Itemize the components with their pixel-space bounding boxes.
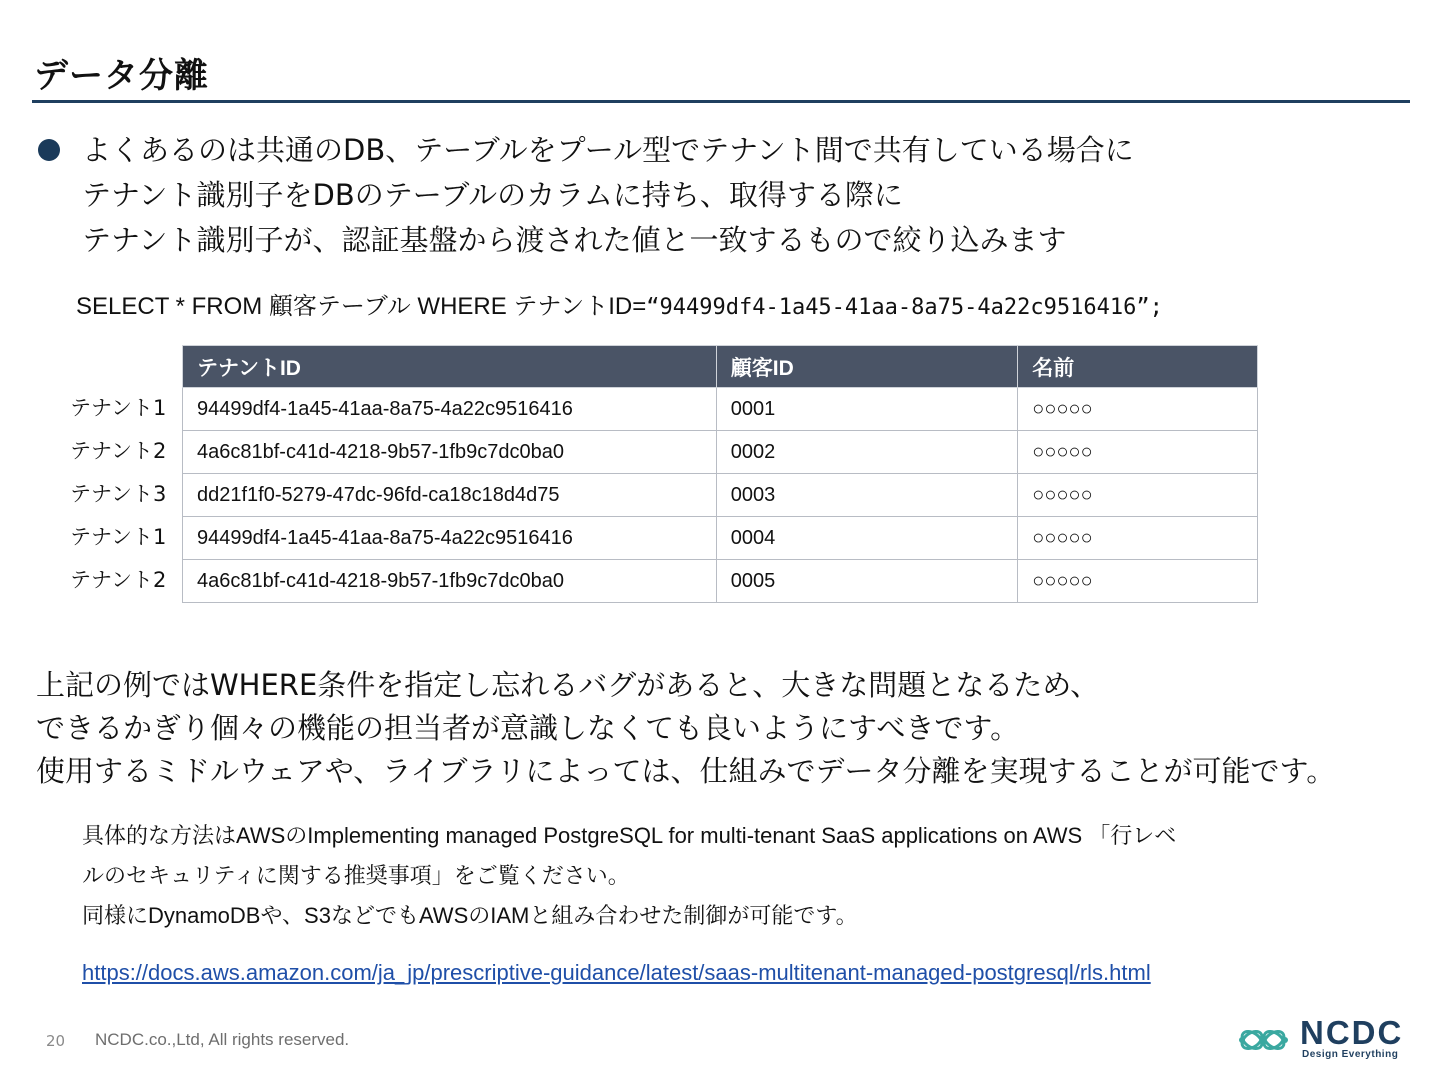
customer-table bbox=[182, 345, 1258, 603]
cell-name: ○○○○○ bbox=[1018, 431, 1258, 474]
bullet-block bbox=[38, 128, 1398, 263]
row-label: テナント2 bbox=[70, 568, 167, 592]
cell-customer-id: 0004 bbox=[716, 517, 1018, 560]
detail-line: 同様にDynamoDBや、S3などでもAWSのIAMと組み合わせた制御が可能です。 bbox=[82, 903, 858, 928]
note-line: できるかぎり個々の機能の担当者が意識しなくても良いようにすべきです。 bbox=[36, 711, 1020, 745]
logo-wordmark: NCDC bbox=[1300, 1014, 1404, 1051]
bullet-line: よくあるのは共通のDB、テーブルをプール型でテナント間で共有している場合に bbox=[82, 133, 1134, 167]
header-tenant-id: テナントID bbox=[183, 346, 717, 388]
page-number: 20 bbox=[46, 1032, 66, 1050]
cell-name: ○○○○○ bbox=[1018, 474, 1258, 517]
ncdc-molecule-logo-icon bbox=[1238, 1020, 1298, 1060]
row-label: テナント1 bbox=[70, 525, 167, 549]
note-line: 使用するミドルウェアや、ライブラリによっては、仕組みでデータ分離を実現することが可能です。 bbox=[36, 754, 1336, 788]
copyright-text: NCDC.co.,Ltd, All rights reserved. bbox=[95, 1030, 350, 1049]
cell-tenant-id: 94499df4-1a45-41aa-8a75-4a22c9516416 bbox=[183, 388, 717, 431]
bullet-text bbox=[82, 128, 1398, 263]
note-line: 上記の例ではWHERE条件を指定し忘れるバグがあると、大きな問題となるため、 bbox=[36, 668, 1100, 702]
sql-example bbox=[76, 286, 1163, 321]
sql-value: “94499df4-1a45-41aa-8a75-4a22c9516416”; bbox=[646, 295, 1163, 320]
table-row bbox=[183, 388, 1258, 431]
cell-customer-id: 0005 bbox=[716, 560, 1018, 603]
header-customer-id: 顧客ID bbox=[716, 346, 1018, 388]
table-row bbox=[183, 517, 1258, 560]
detail-line: ルのセキュリティに関する推奨事項」をご覧ください。 bbox=[82, 863, 630, 888]
logo-tagline: Design Everything bbox=[1302, 1049, 1399, 1060]
cell-customer-id: 0003 bbox=[716, 474, 1018, 517]
detail-line: 具体的な方法はAWSのImplementing managed PostgreSQL for multi-tenant SaaS applications on AWS 「行レベ bbox=[82, 823, 1177, 848]
cell-customer-id: 0001 bbox=[716, 388, 1018, 431]
note-block bbox=[36, 664, 1335, 793]
bullet-line: テナント識別子が、認証基盤から渡された値と一致するもので絞り込みます bbox=[82, 223, 1067, 257]
detail-block bbox=[82, 816, 1176, 936]
ncdc-logo bbox=[1238, 1014, 1413, 1062]
reference-link[interactable]: https://docs.aws.amazon.com/ja_jp/prescriptive-guidance/latest/saas-multitenant-managed-postgresql/rls.html bbox=[82, 960, 1151, 985]
cell-name: ○○○○○ bbox=[1018, 560, 1258, 603]
title-divider bbox=[32, 100, 1410, 103]
header-name: 名前 bbox=[1018, 346, 1258, 388]
table-row bbox=[183, 431, 1258, 474]
row-label: テナント1 bbox=[70, 396, 167, 420]
bullet-line: テナント識別子をDBのテーブルのカラムに持ち、取得する際に bbox=[82, 178, 903, 212]
table-row bbox=[183, 560, 1258, 603]
row-label: テナント3 bbox=[70, 482, 167, 506]
cell-tenant-id: 4a6c81bf-c41d-4218-9b57-1fb9c7dc0ba0 bbox=[183, 560, 717, 603]
cell-tenant-id: dd21f1f0-5279-47dc-96fd-ca18c18d4d75 bbox=[183, 474, 717, 517]
table-row bbox=[183, 474, 1258, 517]
row-label: テナント2 bbox=[70, 439, 167, 463]
cell-tenant-id: 94499df4-1a45-41aa-8a75-4a22c9516416 bbox=[183, 517, 717, 560]
cell-customer-id: 0002 bbox=[716, 431, 1018, 474]
table-header-row bbox=[183, 346, 1258, 388]
cell-name: ○○○○○ bbox=[1018, 517, 1258, 560]
cell-name: ○○○○○ bbox=[1018, 388, 1258, 431]
slide-title: データ分離 bbox=[34, 56, 209, 96]
cell-tenant-id: 4a6c81bf-c41d-4218-9b57-1fb9c7dc0ba0 bbox=[183, 431, 717, 474]
bullet-dot-icon bbox=[38, 139, 60, 161]
sql-prefix: SELECT * FROM 顧客テーブル WHERE テナントID= bbox=[76, 293, 647, 320]
